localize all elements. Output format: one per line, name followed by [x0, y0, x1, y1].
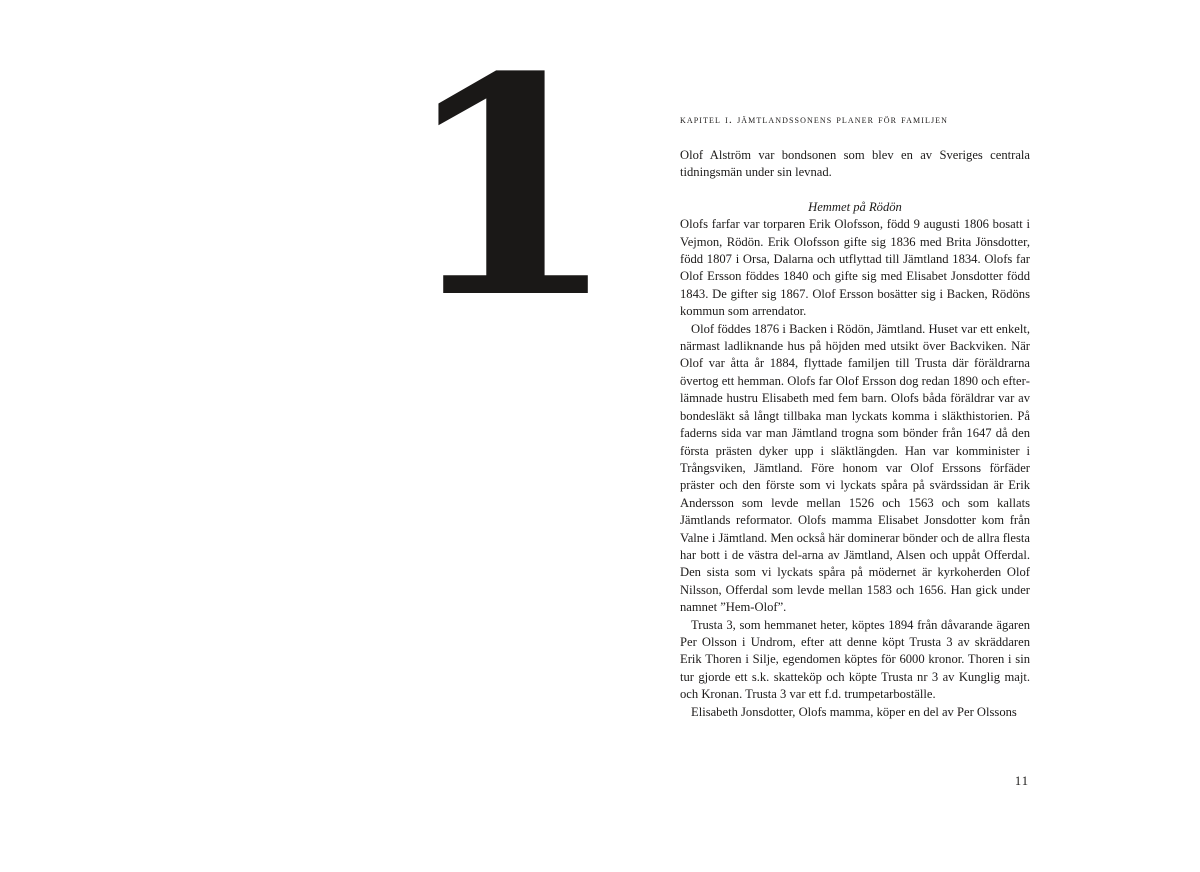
text-column — [680, 112, 1030, 721]
body-paragraph: Trusta 3, som hemmanet heter, köptes 1894 från dåvarande ägaren Per Olsson i Undrom, efter att denne köpt Trusta 3 av skräddaren Erik Thoren i Silje, egendomen köptes för 6000 kronor. Thoren i sin tur gjorde ett s.k. skatteköp och köpte Trusta nr 3 av Kunglig majt. och Kronan. Trusta 3 var ett f.d. trumpetarboställe. — [680, 617, 1030, 702]
chapter-numeral: 1 — [400, 11, 620, 364]
body-paragraph: Elisabeth Jonsdotter, Olofs mamma, köper en del av Per Olssons — [691, 704, 1017, 719]
body-paragraph: Olof föddes 1876 i Backen i Rödön, Jämtland. Huset var ett enkelt, närmast ladliknande hus på höjden med utsikt över Backviken. När Olof var åtta år 1884, flyttade familjen till Trusta där föräldrarna övertog ett hemman. Olofs far Olof Ersson dog redan 1890 och efterlämnade hustru Elisabeth med fem barn. Olofs båda föräldrar var av bondesläkt så långt tillbaka man lyckats komma i släkthistorien. På faderns sida var man Jämtland trogna som bönder från 1647 då den första prästen dyker upp i släktlängden. Han var komminister i Trångsviken, Jämtland. Före honom var Olof Erssons förfäder präster och den förste som vi lyckats spåra på svärdssidan är Erik Andersson som levde mellan 1526 och 1563 och som kallats Jämtlands reformator. Olofs mamma Elisabet Jonsdotter kom från Valne i Jämtland. Men också här dominerar bönder och de allra flesta har bott i de västra del-arna av Jämtland, Alsen och uppåt Offerdal. Den sista som vi lyckats spåra på mödernet är kyrkoherden Olof Nilsson, Offerdal som levde mellan 1583 och 1656. Han gick under namnet ”Hem-Olof”. — [680, 321, 1030, 615]
body-paragraph: Olofs farfar var torparen Erik Olofsson, född 9 augusti 1806 bosatt i Vejmon, Rödön. Erik Olofsson gifte sig 1836 med Brita Jönsdotter, född 1807 i Orsa, Dalarna och utflyttad till Jämtland 1834. Olofs far Olof Ersson föddes 1840 och gifte sig med Elisabet Jonsdotter född 1843. De gifter sig 1867. Olof Ersson bosätter sig i Backen, Rödöns kommun som arrendator. — [680, 217, 1030, 319]
section-subheading: Hemmet på Rödön — [808, 199, 902, 214]
page-number: 11 — [1014, 774, 1029, 788]
lead-paragraph: Olof Alström var bondsonen som blev en av Sveriges centrala tidningsmän under sin levnad. — [680, 148, 1030, 180]
running-head: kapitel i. jämtlandssonens planer för familjen — [680, 112, 949, 126]
